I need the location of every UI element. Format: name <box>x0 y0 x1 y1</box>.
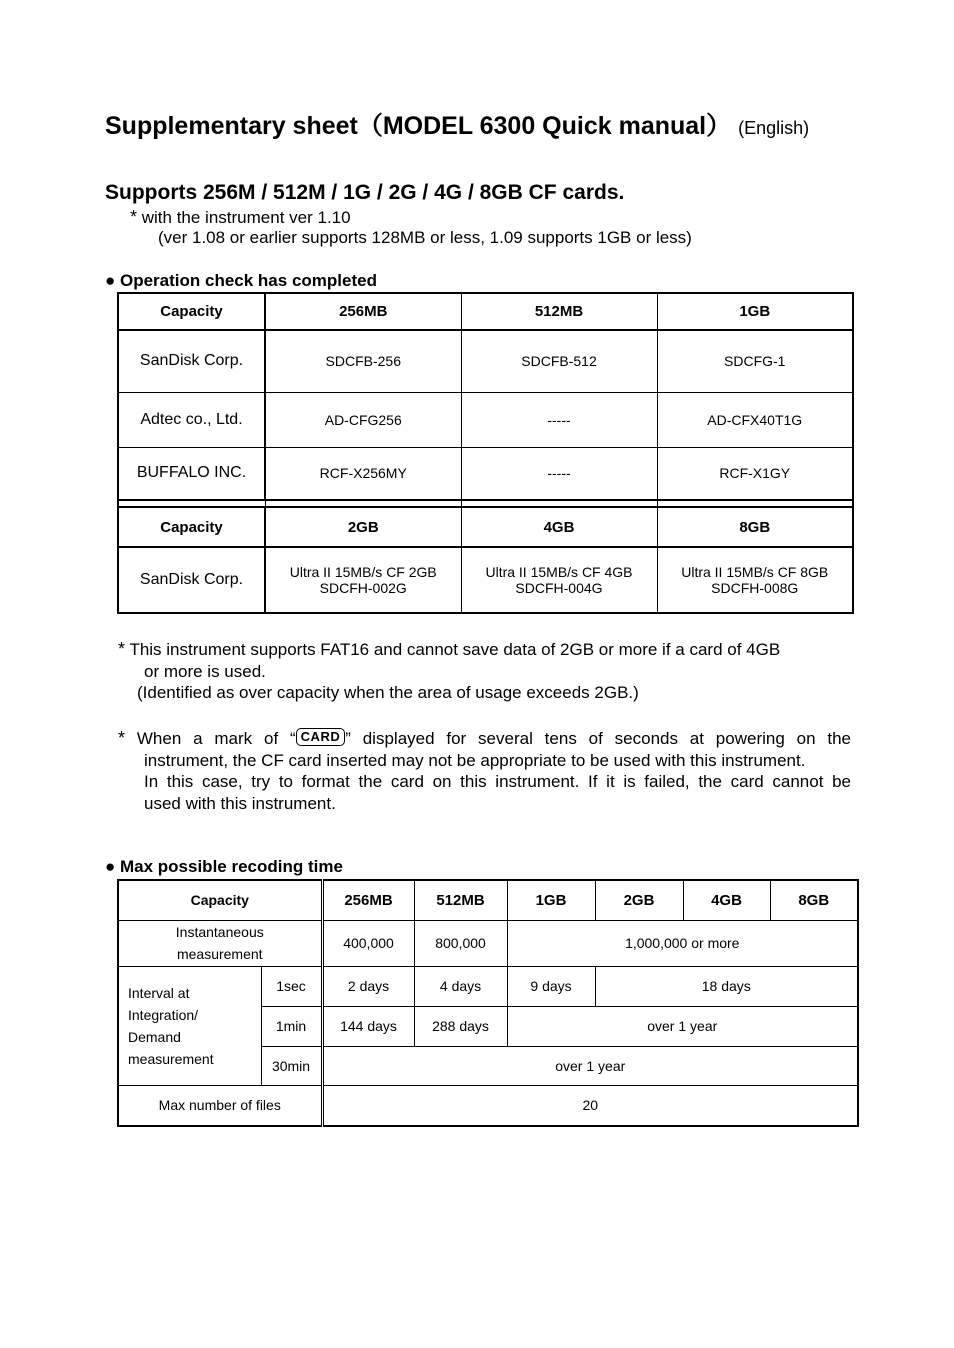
version-note-line1 <box>130 207 351 228</box>
product-code: SDCFH-002G <box>319 580 407 596</box>
header-cell: Capacity <box>118 880 322 920</box>
product-code: SDCFH-008G <box>711 580 799 596</box>
maker-cell: Adtec co., Ltd. <box>118 392 265 447</box>
recording-time-table <box>117 879 859 1127</box>
value-cell: 20 <box>322 1085 858 1126</box>
row-label-line: measurement <box>176 946 263 962</box>
table-row <box>118 547 853 613</box>
model-cell: SDCFG-1 <box>657 330 853 392</box>
operation-check-table <box>117 292 854 614</box>
fat16-note-line1 <box>118 639 858 661</box>
model-cell: RCF-X1GY <box>657 447 853 500</box>
header-cell: 256MB <box>322 880 414 920</box>
value-cell: 18 days <box>595 966 858 1006</box>
product-name: Ultra II 15MB/s CF 4GB <box>485 564 633 580</box>
value-cell: 9 days <box>507 966 595 1006</box>
product-code: SDCFH-004G <box>515 580 603 596</box>
fat16-note-line2: or more is used. <box>144 661 266 681</box>
card-icon: CARD <box>296 728 346 746</box>
fat16-note <box>118 639 858 704</box>
value-cell: 2 days <box>322 966 414 1006</box>
fat16-note-line3: (Identified as over capacity when the area of usage exceeds 2GB.) <box>137 683 639 702</box>
value-cell: 1,000,000 or more <box>507 920 858 966</box>
maker-cell: SanDisk Corp. <box>118 330 265 392</box>
header-cell: 1GB <box>657 293 853 330</box>
header-cell: Capacity <box>118 507 265 547</box>
value-cell: 400,000 <box>322 920 414 966</box>
recording-time-heading: ● Max possible recoding time <box>105 857 343 876</box>
interval-label-cell: 30min <box>261 1046 322 1085</box>
table-row <box>118 447 853 500</box>
header-cell: 8GB <box>770 880 858 920</box>
table-row <box>118 920 858 966</box>
header-cell: 4GB <box>683 880 770 920</box>
supported-cards-heading: Supports 256M / 512M / 1G / 2G / 4G / 8GB CF cards. <box>105 181 625 204</box>
header-cell: 2GB <box>265 507 461 547</box>
header-cell: 512MB <box>461 293 657 330</box>
page-title <box>105 106 809 142</box>
table-row <box>118 966 858 1006</box>
card-note-line3: In this case, try to format the card on this instrument. If it is failed, the card cannot be <box>144 772 851 791</box>
table-header-row <box>118 880 858 920</box>
fat16-note-text: This instrument supports FAT16 and cannot save data of 2GB or more if a card of 4GB <box>129 640 781 659</box>
value-cell: 144 days <box>322 1006 414 1046</box>
row-label-line: Interval at <box>128 984 190 1001</box>
maker-cell: BUFFALO INC. <box>118 447 265 500</box>
card-note-line2: instrument, the CF card inserted may not be appropriate to be used with this instrument. <box>144 750 806 770</box>
model-cell: ----- <box>461 392 657 447</box>
row-label-cell <box>118 920 322 966</box>
table-row <box>118 330 853 392</box>
row-label-line: Integration/ <box>128 1006 199 1023</box>
header-cell: 2GB <box>595 880 683 920</box>
row-label-line: Demand <box>128 1028 181 1045</box>
value-cell: 288 days <box>414 1006 507 1046</box>
header-cell: 512MB <box>414 880 507 920</box>
row-label-line: Instantaneous <box>175 924 264 940</box>
asterisk-mark: * <box>130 207 138 227</box>
model-cell: SDCFB-512 <box>461 330 657 392</box>
product-name: Ultra II 15MB/s CF 2GB <box>289 564 437 580</box>
value-cell: 4 days <box>414 966 507 1006</box>
model-cell: SDCFB-256 <box>265 330 461 392</box>
page-title-language: (English) <box>738 118 810 138</box>
page-title-main: Supplementary sheet（MODEL 6300 Quick manual） <box>105 112 732 140</box>
value-cell: over 1 year <box>507 1006 858 1046</box>
header-cell: 4GB <box>461 507 657 547</box>
row-label-cell: Max number of files <box>118 1085 322 1126</box>
card-note-post: ” displayed for several tens of seconds at powering on the <box>345 729 852 748</box>
header-cell: 256MB <box>265 293 461 330</box>
maker-cell: SanDisk Corp. <box>118 547 265 613</box>
row-label-line: measurement <box>128 1050 214 1067</box>
table-gap-row <box>118 500 853 507</box>
interval-label-cell: 1min <box>261 1006 322 1046</box>
card-note-pre: When a mark of “ <box>136 729 296 748</box>
row-label-cell <box>118 966 261 1085</box>
asterisk-mark: * <box>118 728 126 748</box>
header-cell: 1GB <box>507 880 595 920</box>
card-note-line1 <box>118 728 851 750</box>
model-cell: RCF-X256MY <box>265 447 461 500</box>
model-cell <box>461 547 657 613</box>
model-cell <box>657 547 853 613</box>
table-row <box>118 1085 858 1126</box>
version-note-text: with the instrument ver 1.10 <box>141 208 351 227</box>
model-cell <box>265 547 461 613</box>
value-cell: over 1 year <box>322 1046 858 1085</box>
card-mark-note <box>118 728 858 814</box>
product-name: Ultra II 15MB/s CF 8GB <box>681 564 829 580</box>
model-cell: AD-CFG256 <box>265 392 461 447</box>
header-cell: 8GB <box>657 507 853 547</box>
card-note-line4: used with this instrument. <box>144 793 336 813</box>
model-cell: AD-CFX40T1G <box>657 392 853 447</box>
model-cell: ----- <box>461 447 657 500</box>
table-header-row <box>118 293 853 330</box>
asterisk-mark: * <box>118 639 126 659</box>
table-row <box>118 392 853 447</box>
version-note-line2: (ver 1.08 or earlier supports 128MB or less, 1.09 supports 1GB or less) <box>158 228 692 247</box>
interval-label-cell: 1sec <box>261 966 322 1006</box>
header-cell: Capacity <box>118 293 265 330</box>
value-cell: 800,000 <box>414 920 507 966</box>
table-header-row <box>118 507 853 547</box>
operation-check-heading: ● Operation check has completed <box>105 271 377 290</box>
